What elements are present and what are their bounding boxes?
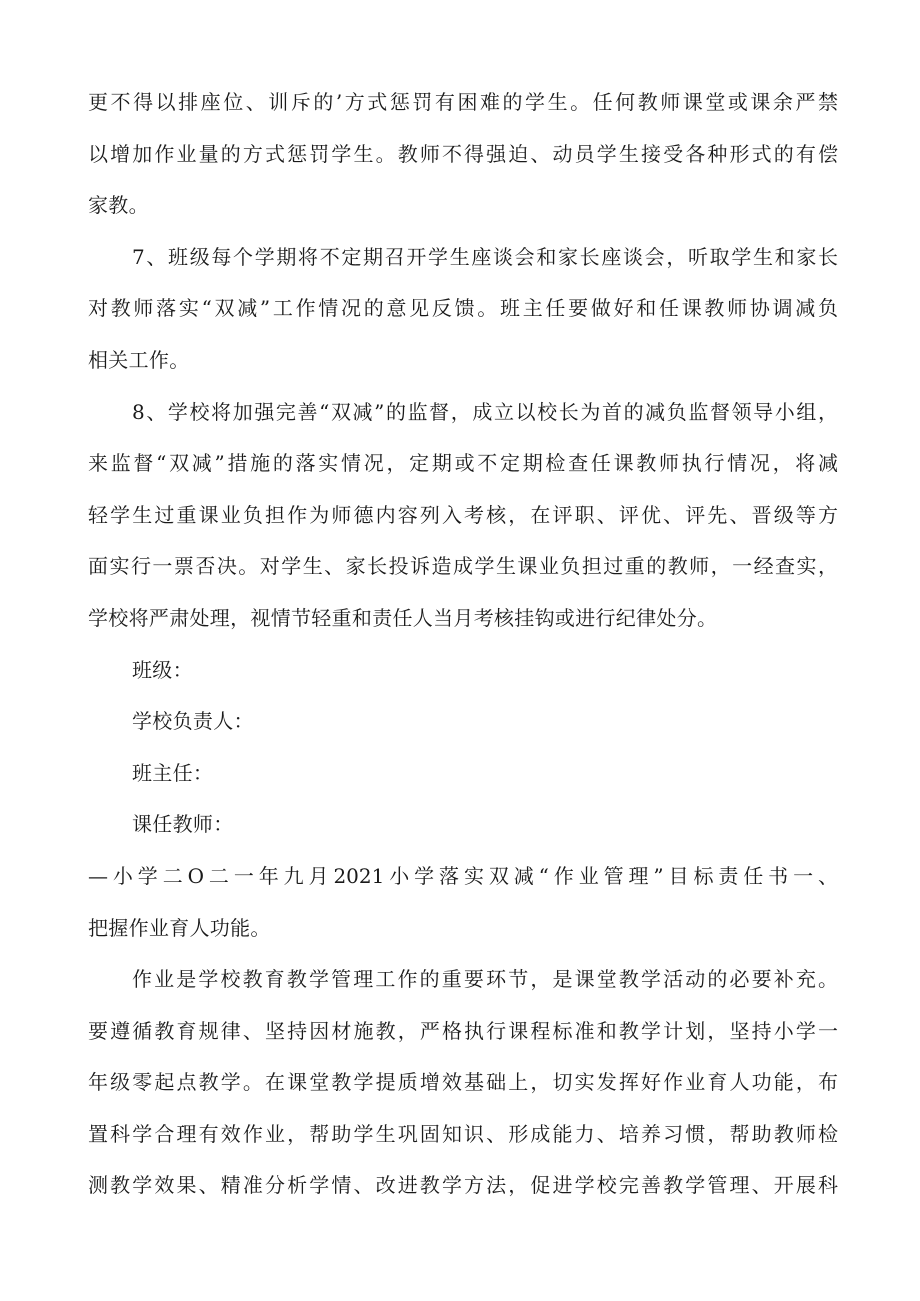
document-heading-line: —小学二O二一年九月2021小学落实双减“作业管理”目标责任书一、 — [88, 863, 838, 888]
text-line: 学校将严肃处理，视情节轻重和责任人当月考核挂钩或进行纪律处分。 — [88, 605, 718, 630]
paragraph-start: 作业是学校教育教学管理工作的重要环节，是课堂教学活动的必要补充。 — [132, 967, 838, 992]
text-line: 对教师落实“双减”工作情况的意见反馈。班主任要做好和任课教师协调减负 — [88, 296, 838, 321]
text-line: 更不得以排座位、训斥的’方式惩罚有困难的学生。任何教师课堂或课余严禁 — [88, 90, 838, 114]
text-line: 来监督“双减”措施的落实情况，定期或不定期检查任课教师执行情况，将减 — [88, 451, 838, 476]
document-page — [88, 92, 838, 1227]
text-line: 年级零起点教学。在课堂教学提质增效基础上，切实发挥好作业育人功能，布 — [88, 1070, 838, 1095]
section-title: 把握作业育人功能。 — [88, 915, 271, 940]
paragraph-8-start: 8、学校将加强完善“双减”的监督，成立以校长为首的减负监督领导小组， — [132, 399, 838, 424]
text-line: 以增加作业量的方式惩罚学生。教师不得强迫、动员学生接受各种形式的有偿 — [88, 141, 838, 166]
text-line: 轻学生过重课业负担作为师德内容列入考核，在评职、评优、评先、晋级等方 — [88, 502, 838, 527]
text-line: 面实行一票否决。对学生、家长投诉造成学生课业负担过重的教师，一经查实， — [88, 554, 838, 579]
school-leader-label: 学校负责人： — [132, 709, 254, 734]
class-label: 班级： — [132, 657, 193, 682]
text-line: 测教学效果、精准分析学情、改进教学方法，促进学校完善教学管理、开展科 — [88, 1173, 838, 1198]
text-line: 要遵循教育规律、坚持因材施教，严格执行课程标准和教学计划，坚持小学一 — [88, 1018, 838, 1043]
subject-teacher-label: 课任教师： — [132, 812, 234, 837]
head-teacher-label: 班主任： — [132, 760, 214, 785]
text-line: 置科学合理有效作业，帮助学生巩固知识、形成能力、培养习惯，帮助教师检 — [88, 1121, 838, 1146]
text-line: 相关工作。 — [88, 347, 190, 372]
paragraph-7-start: 7、班级每个学期将不定期召开学生座谈会和家长座谈会，听取学生和家长 — [132, 244, 838, 269]
text-line: 家教。 — [88, 193, 149, 218]
